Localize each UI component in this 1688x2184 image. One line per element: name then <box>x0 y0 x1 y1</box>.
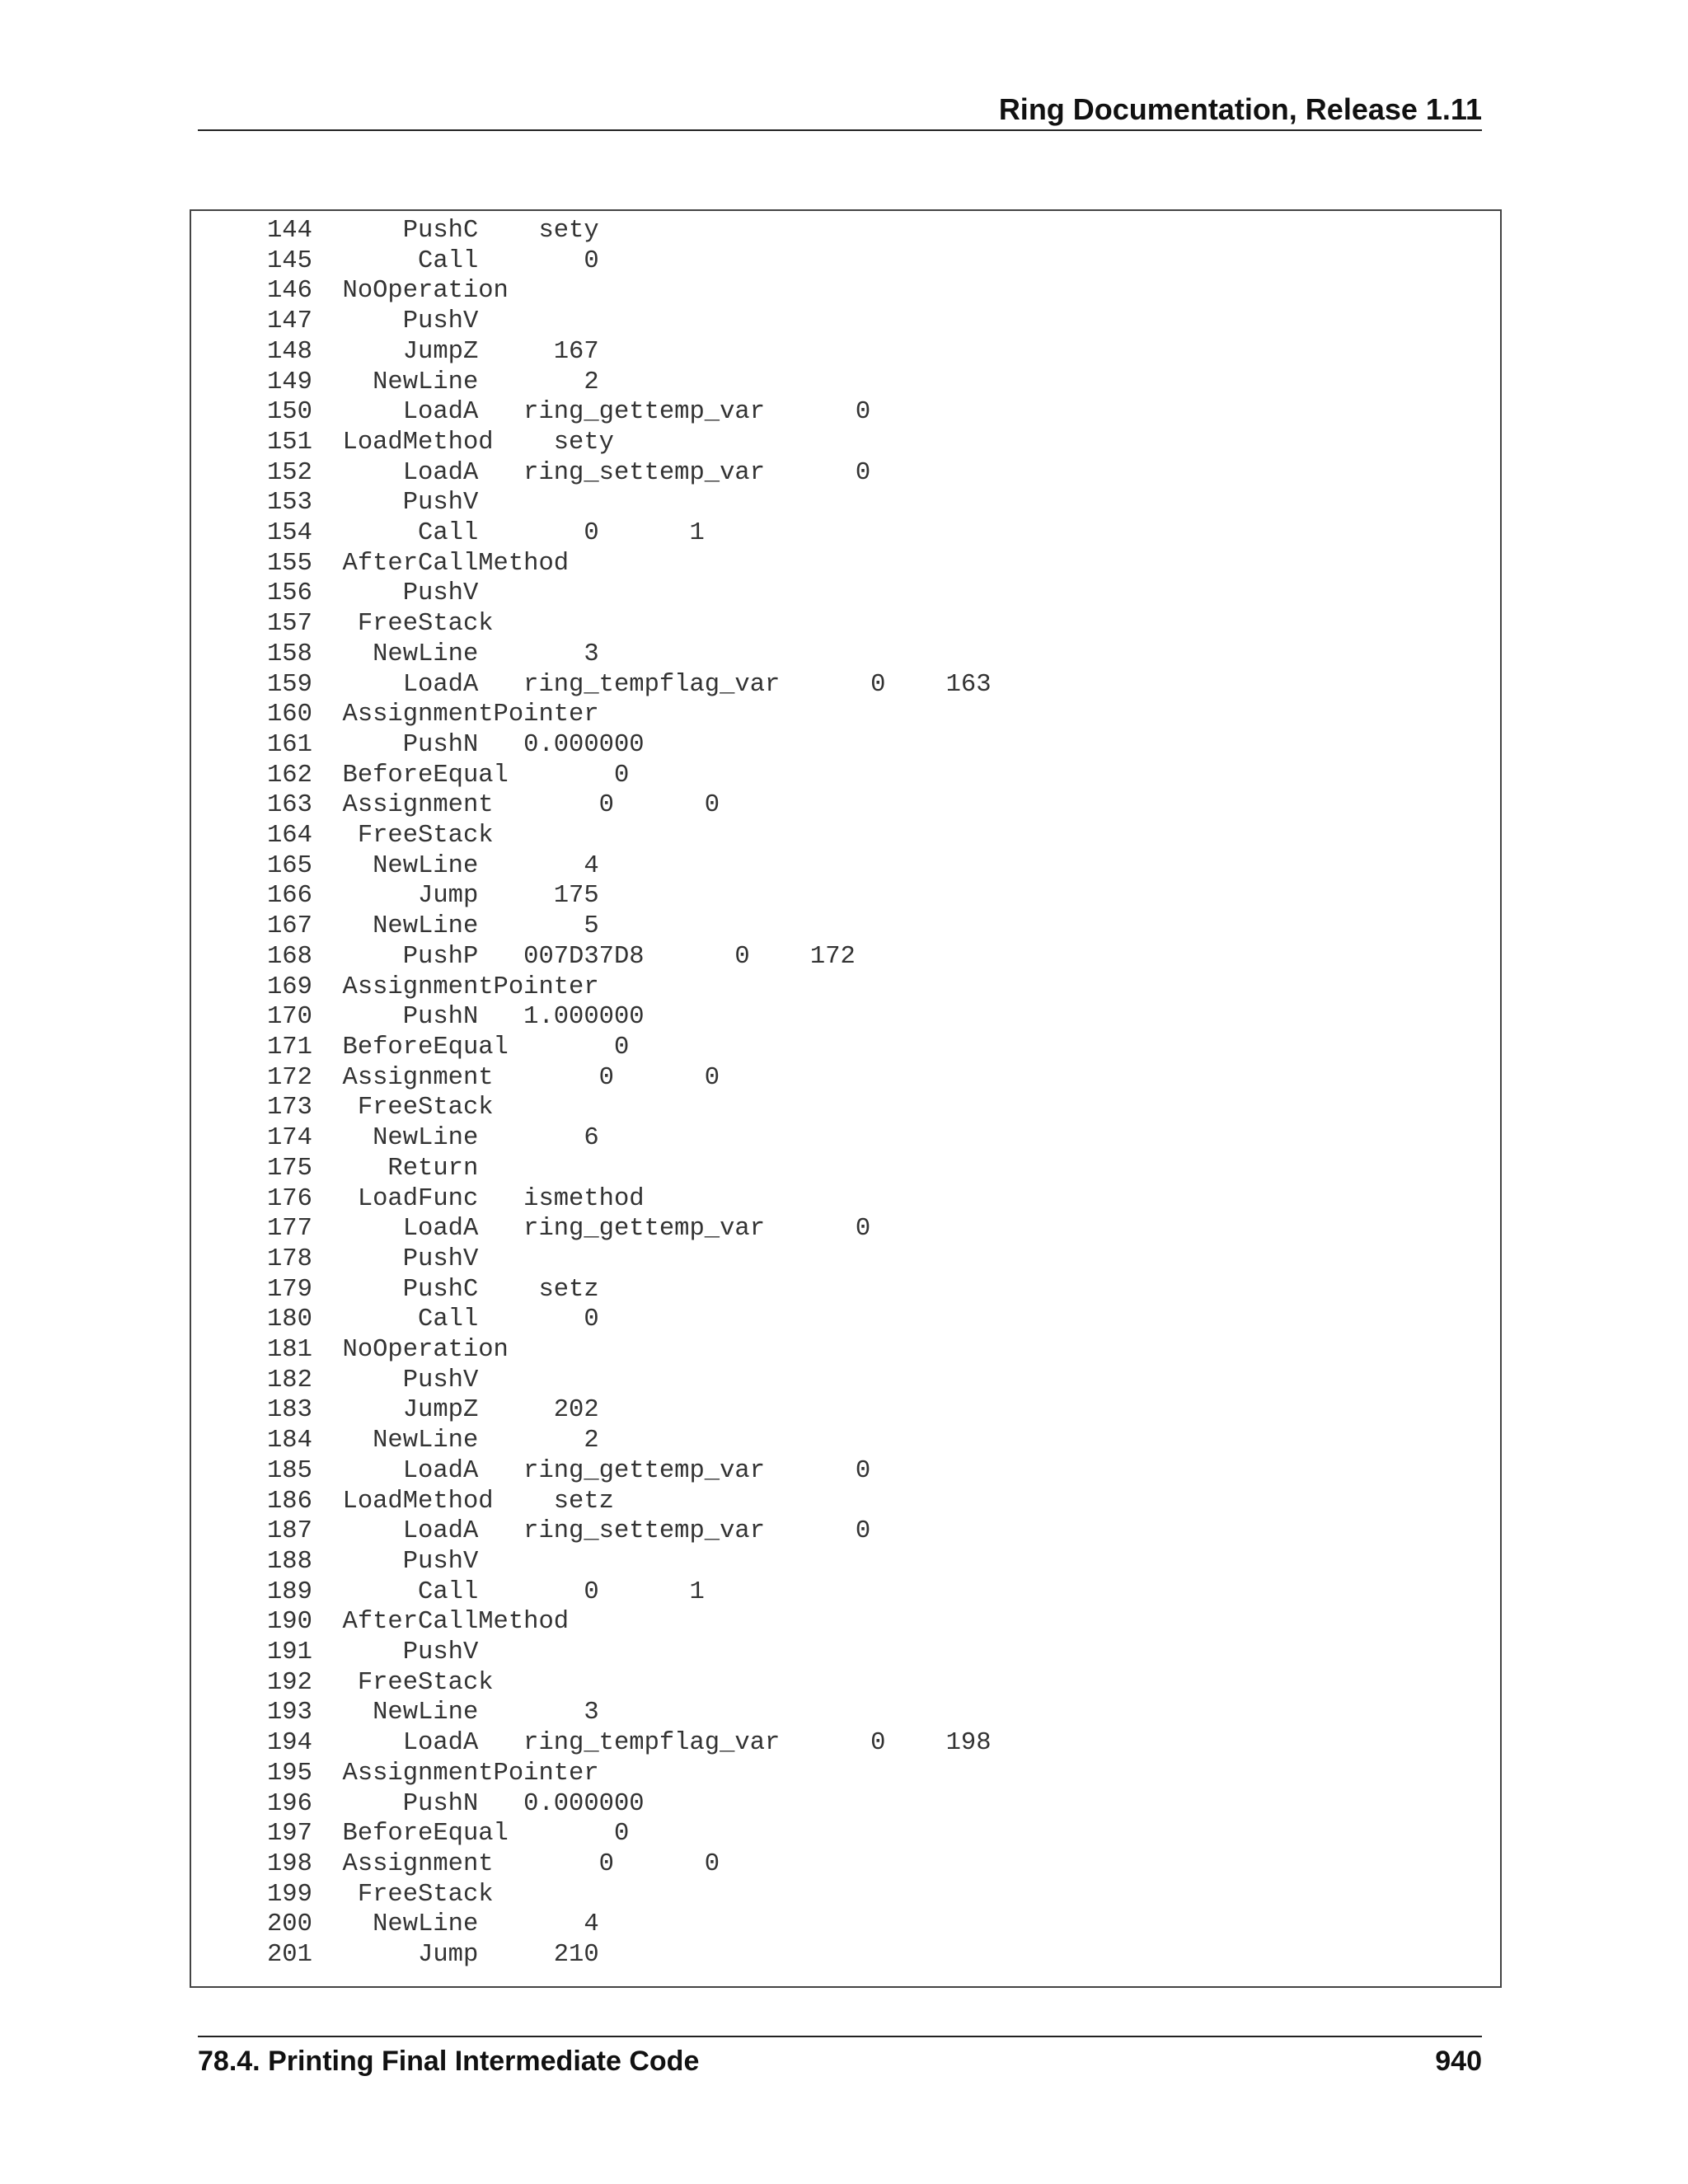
code-line: 196 PushN 0.000000 <box>267 1789 645 1818</box>
code-line: 169 AssignmentPointer <box>267 972 599 1001</box>
code-line: 179 PushC setz <box>267 1275 599 1304</box>
header-divider <box>198 129 1482 131</box>
code-line: 184 NewLine 2 <box>267 1427 599 1455</box>
code-line: 183 JumpZ 202 <box>267 1396 599 1425</box>
code-line: 195 AssignmentPointer <box>267 1759 599 1788</box>
code-line: 164 FreeStack <box>267 822 494 851</box>
code-line: 180 Call 0 <box>267 1305 599 1334</box>
code-line: 176 LoadFunc ismethod <box>267 1184 645 1213</box>
code-line: 161 PushN 0.000000 <box>267 730 645 759</box>
code-line: 167 NewLine 5 <box>267 912 599 941</box>
code-listing <box>267 216 992 1971</box>
code-line: 188 PushV <box>267 1547 479 1576</box>
code-line: 151 LoadMethod sety <box>267 428 614 457</box>
document-header-title: Ring Documentation, Release 1.11 <box>998 92 1482 126</box>
code-line: 193 NewLine 3 <box>267 1699 599 1727</box>
code-line: 152 LoadA ring_settemp_var 0 <box>267 458 871 487</box>
code-line: 149 NewLine 2 <box>267 368 599 396</box>
code-line: 148 JumpZ 167 <box>267 337 599 366</box>
code-line: 155 AfterCallMethod <box>267 549 570 578</box>
code-line: 201 Jump 210 <box>267 1941 599 1970</box>
code-line: 190 AfterCallMethod <box>267 1608 570 1637</box>
code-line: 200 NewLine 4 <box>267 1910 599 1939</box>
code-line: 154 Call 0 1 <box>267 519 705 548</box>
code-line: 173 FreeStack <box>267 1094 494 1122</box>
code-listing-box <box>190 209 1502 1988</box>
code-line: 150 LoadA ring_gettemp_var 0 <box>267 398 871 427</box>
code-line: 166 Jump 175 <box>267 882 599 911</box>
code-line: 199 FreeStack <box>267 1880 494 1909</box>
code-line: 168 PushP 007D37D8 0 172 <box>267 942 856 971</box>
code-line: 147 PushV <box>267 307 479 336</box>
code-line: 165 NewLine 4 <box>267 851 599 880</box>
code-line: 172 Assignment 0 0 <box>267 1063 720 1092</box>
footer-section-title: 78.4. Printing Final Intermediate Code <box>198 2046 700 2077</box>
code-line: 144 PushC sety <box>267 217 599 245</box>
code-line: 163 Assignment 0 0 <box>267 791 720 820</box>
footer-page-number: 940 <box>1435 2046 1482 2077</box>
code-line: 159 LoadA ring_tempflag_var 0 163 <box>267 670 992 699</box>
code-line: 157 FreeStack <box>267 610 494 639</box>
code-line: 177 LoadA ring_gettemp_var 0 <box>267 1215 871 1244</box>
code-line: 191 PushV <box>267 1638 479 1667</box>
code-line: 175 Return <box>267 1154 479 1183</box>
code-line: 192 FreeStack <box>267 1668 494 1697</box>
code-line: 158 NewLine 3 <box>267 640 599 668</box>
code-line: 182 PushV <box>267 1366 479 1394</box>
code-line: 181 NoOperation <box>267 1336 509 1365</box>
code-line: 197 BeforeEqual 0 <box>267 1820 630 1849</box>
code-line: 178 PushV <box>267 1244 479 1273</box>
code-line: 174 NewLine 6 <box>267 1124 599 1153</box>
code-line: 198 Assignment 0 0 <box>267 1849 720 1878</box>
code-line: 189 Call 0 1 <box>267 1577 705 1606</box>
code-line: 162 BeforeEqual 0 <box>267 761 630 790</box>
code-line: 185 LoadA ring_gettemp_var 0 <box>267 1456 871 1485</box>
footer-divider <box>198 2036 1482 2037</box>
code-line: 146 NoOperation <box>267 277 509 306</box>
code-line: 171 BeforeEqual 0 <box>267 1033 630 1062</box>
code-line: 156 PushV <box>267 579 479 608</box>
code-line: 187 LoadA ring_settemp_var 0 <box>267 1517 871 1546</box>
code-line: 145 Call 0 <box>267 246 599 275</box>
code-line: 170 PushN 1.000000 <box>267 1003 645 1032</box>
code-line: 153 PushV <box>267 489 479 518</box>
code-line: 160 AssignmentPointer <box>267 701 599 729</box>
code-line: 186 LoadMethod setz <box>267 1487 614 1516</box>
code-line: 194 LoadA ring_tempflag_var 0 198 <box>267 1729 992 1758</box>
